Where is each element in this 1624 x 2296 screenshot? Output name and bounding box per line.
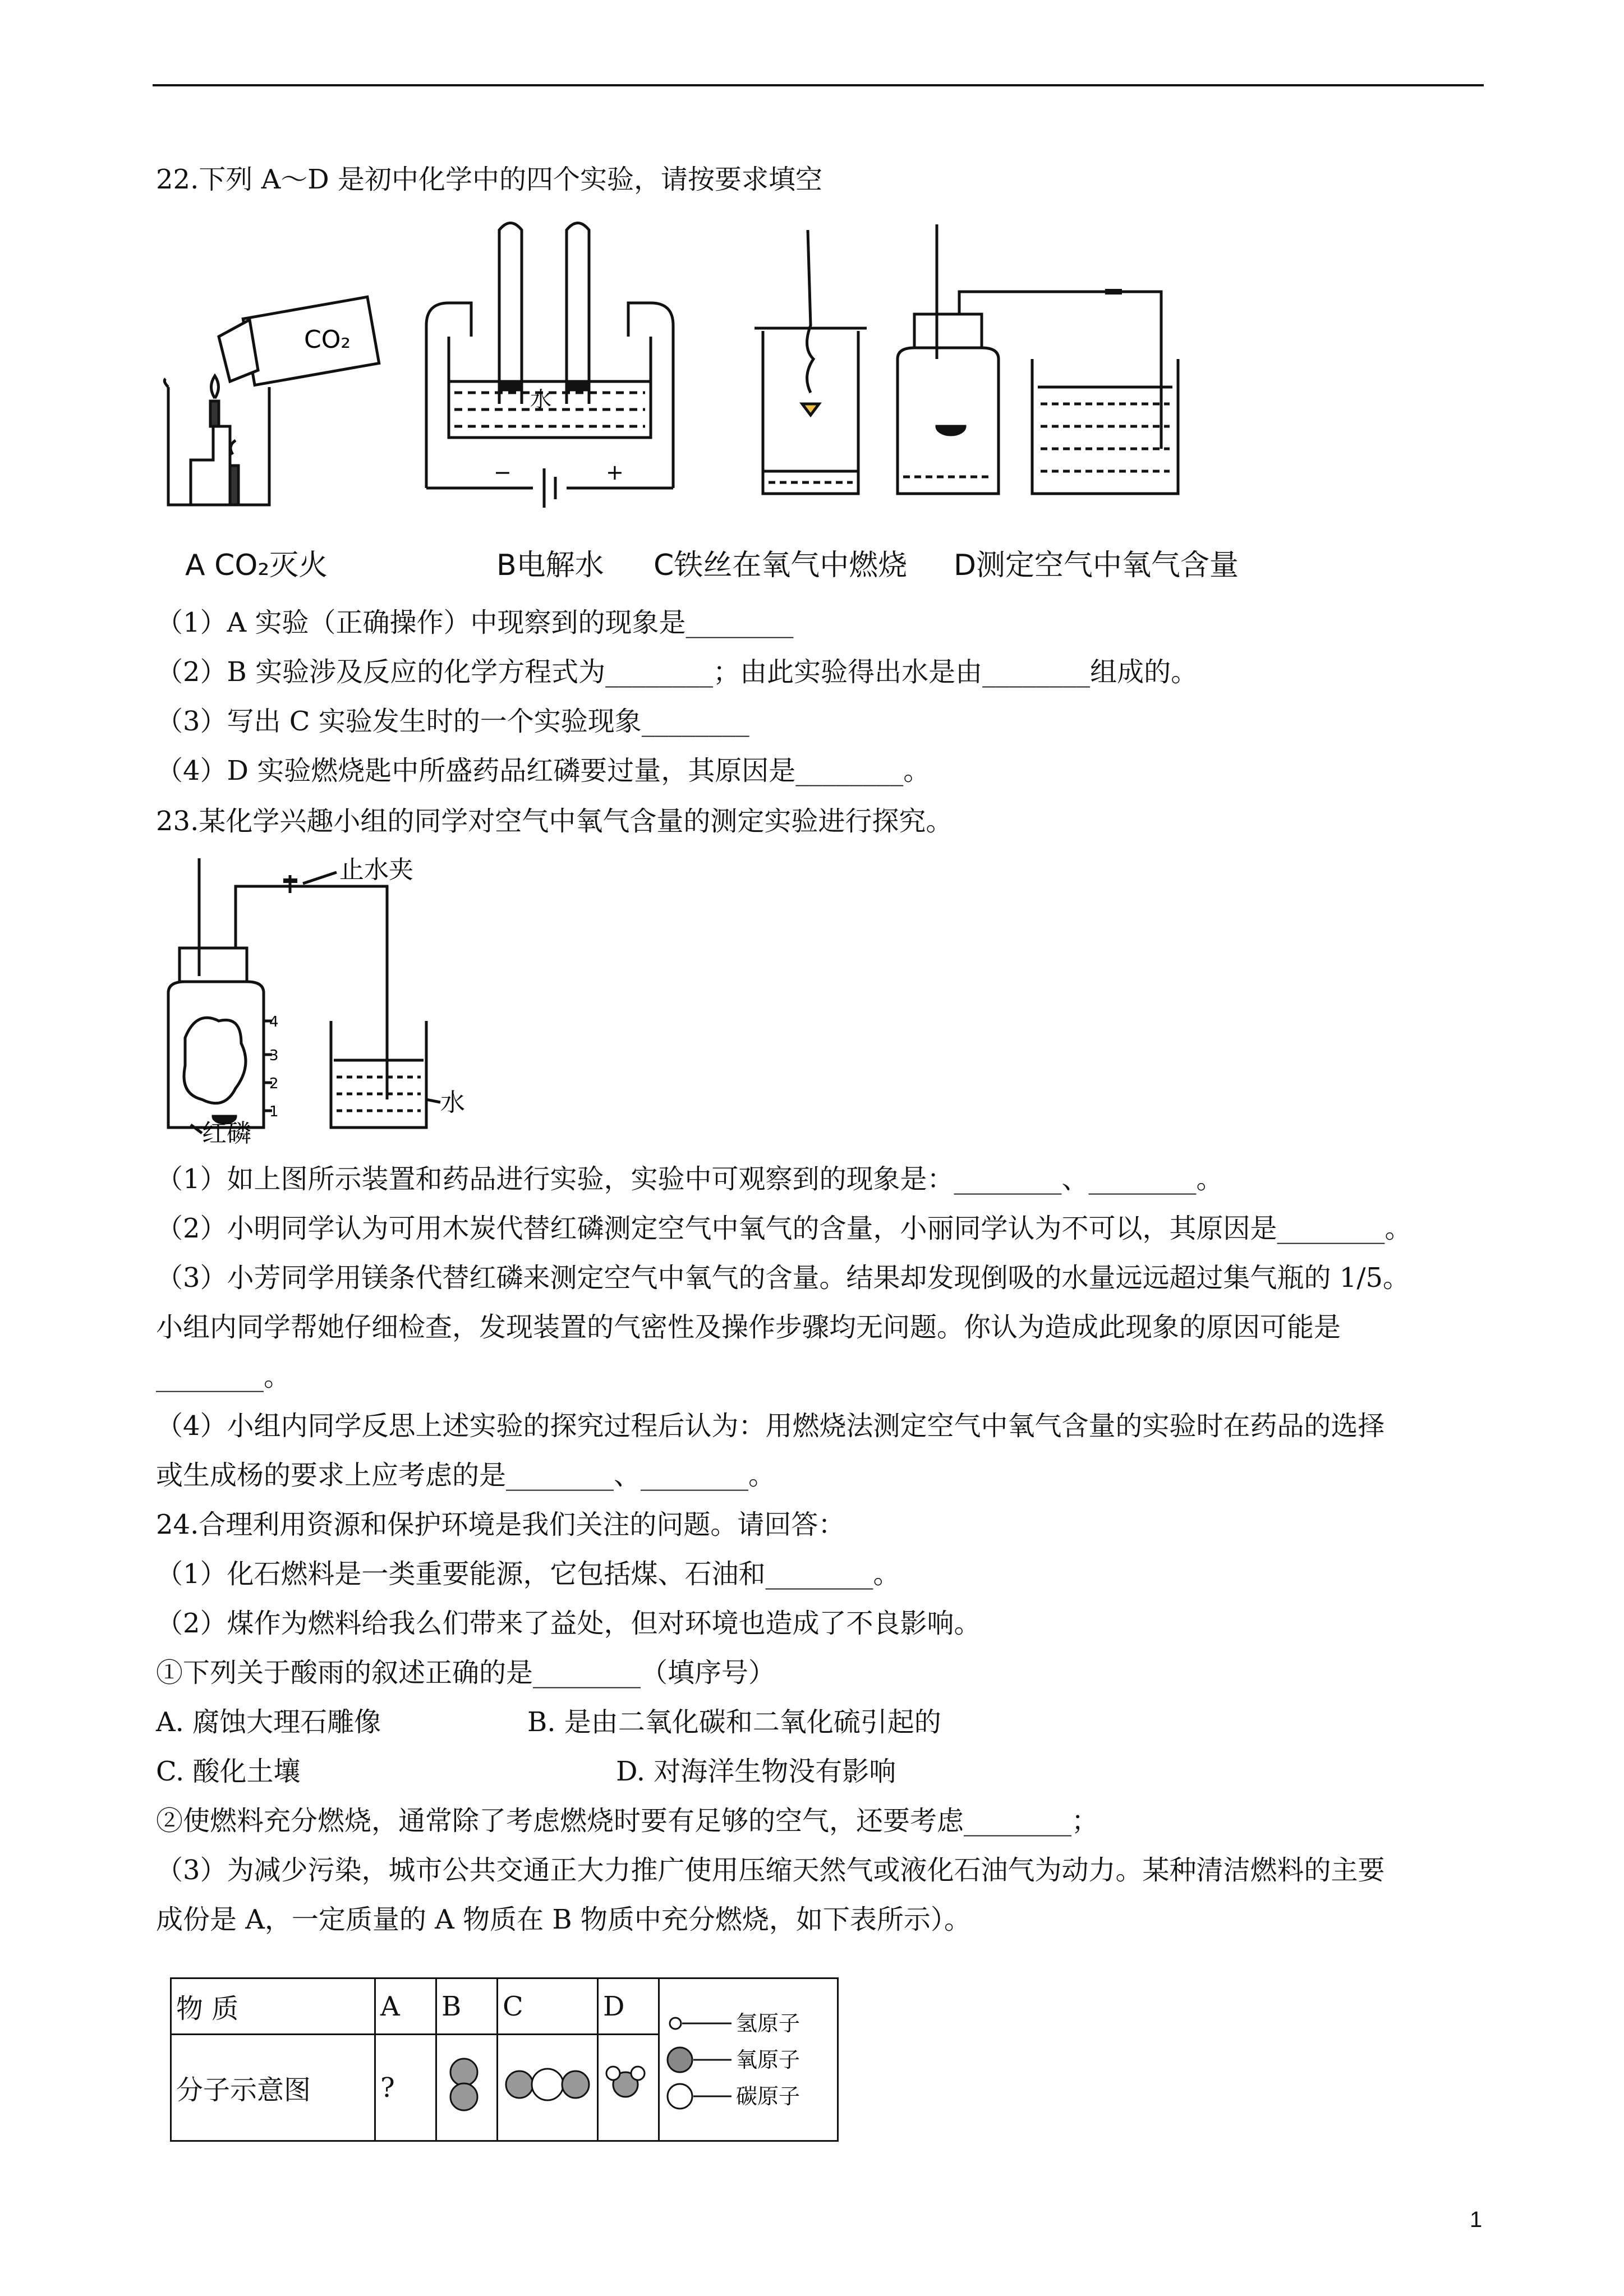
table-header-d: D	[598, 1978, 659, 2035]
q23-title: 23.某化学兴趣小组的同学对空气中氧气含量的测定实验进行探究。	[156, 806, 953, 837]
mark-1: 1	[269, 1103, 279, 1120]
page-number: 1	[1470, 2207, 1483, 2232]
table-cell-a: ?	[375, 2035, 436, 2141]
table-header-substance: 物 质	[171, 1978, 375, 2035]
q24-title: 24.合理利用资源和保护环境是我们关注的问题。请回答：	[156, 1509, 845, 1540]
legend-oxygen: 氧原子	[736, 2047, 801, 2072]
mark-3: 3	[269, 1047, 279, 1064]
q23-item-4: （4）小组内同学反思上述实验的探究过程后认为：用燃烧法测定空气中氧气含量的实验时在药品的选择	[156, 1410, 1385, 1442]
q24-item-5: （3）为减少污染，城市公共交通正大力推广使用压缩天然气或液化石油气为动力。某种清洁燃料的主要	[156, 1855, 1385, 1886]
oxygen-content-apparatus	[898, 224, 1178, 494]
q22-item-3: （3）写出 C 实验发生时的一个实验现象________	[156, 706, 749, 737]
option-a: A. 腐蚀大理石雕像	[156, 1706, 381, 1738]
q23-item-2: （2）小明同学认为可用木炭代替红磷测定空气中氧气的含量，小丽同学认为不可以，其原因是________。	[156, 1213, 1412, 1244]
q22-item-4: （4）D 实验燃烧匙中所盛药品红磷要过量，其原因是________。	[156, 755, 931, 786]
table-cell-b	[436, 2035, 498, 2141]
battery-plus: +	[606, 460, 624, 485]
iron-wire-apparatus	[755, 230, 867, 494]
q22-item-1: （1）A 实验（正确操作）中现察到的现象是________	[156, 607, 794, 638]
header-rule	[153, 84, 1484, 86]
q23-item-3: （3）小芳同学用镁条代替红磷来测定空气中氧气的含量。结果却发现倒吸的水量远远超过集气瓶的 1/5。	[156, 1262, 1410, 1294]
q24-item-5-cont: 成份是 A，一定质量的 A 物质在 B 物质中充分燃烧，如下表所示）。	[156, 1904, 971, 1935]
q22-figure	[157, 213, 1279, 527]
caption-c: C铁丝在氧气中燃烧	[654, 549, 908, 582]
table-header-b: B	[436, 1978, 498, 2035]
table-cell-c	[498, 2035, 598, 2141]
caption-a: A CO₂灭火	[185, 549, 328, 582]
q23-item-1: （1）如上图所示装置和药品进行实验，实验中可观察到的现象是：________、________。	[156, 1163, 1223, 1195]
mark-4: 4	[269, 1014, 279, 1030]
legend-hydrogen: 氢原子	[736, 2010, 801, 2036]
q22-title: 22.下列 A～D 是初中化学中的四个实验，请按要求填空	[156, 164, 823, 195]
table-header-c: C	[498, 1978, 598, 2035]
co2-bottle-label: CO₂	[304, 325, 351, 354]
q24-item-2: （2）煤作为燃料给我么们带来了益处，但对环境也造成了不良影响。	[156, 1608, 981, 1639]
caption-b: B电解水	[496, 549, 604, 582]
caption-d: D测定空气中氧气含量	[954, 549, 1239, 582]
table-row-label: 分子示意图	[171, 2035, 375, 2141]
option-d: D. 对海洋生物没有影响	[616, 1756, 896, 1787]
battery-minus: −	[494, 460, 512, 485]
atom-legend	[659, 1978, 838, 2141]
clamp-label: 止水夹	[339, 855, 413, 884]
table-header-a: A	[375, 1978, 436, 2035]
q24-item-4: ②使燃料充分燃烧，通常除了考虑燃烧时要有足够的空气，还要考虑________；	[156, 1805, 1099, 1837]
q24-item-3: ①下列关于酸雨的叙述正确的是________（填序号）	[156, 1657, 776, 1688]
table-cell-d	[598, 2035, 659, 2141]
option-c: C. 酸化土壤	[156, 1756, 301, 1787]
option-b: B. 是由二氧化碳和二氧化硫引起的	[527, 1706, 941, 1738]
molecule-table	[170, 1977, 839, 2142]
electrolysis-apparatus	[426, 223, 673, 508]
q23-figure	[157, 853, 516, 1144]
water-label: 水	[440, 1088, 465, 1117]
q22-item-2: （2）B 实验涉及反应的化学方程式为________；由此实验得出水是由________组成的。	[156, 656, 1198, 688]
q24-item-1: （1）化石燃料是一类重要能源，它包括煤、石油和________。	[156, 1558, 900, 1590]
phosphorus-label: 红磷	[202, 1119, 251, 1144]
electrolysis-water-label: 水	[530, 387, 552, 412]
q23-item-3-blank: ________。	[156, 1361, 291, 1392]
mark-2: 2	[269, 1075, 279, 1092]
q23-item-4-cont: 或生成杨的要求上应考虑的是________、________。	[156, 1460, 776, 1491]
q23-item-3-cont: 小组内同学帮她仔细检查，发现装置的气密性及操作步骤均无问题。你认为造成此现象的原因可能是	[156, 1312, 1341, 1343]
legend-carbon: 碳原子	[736, 2083, 801, 2109]
